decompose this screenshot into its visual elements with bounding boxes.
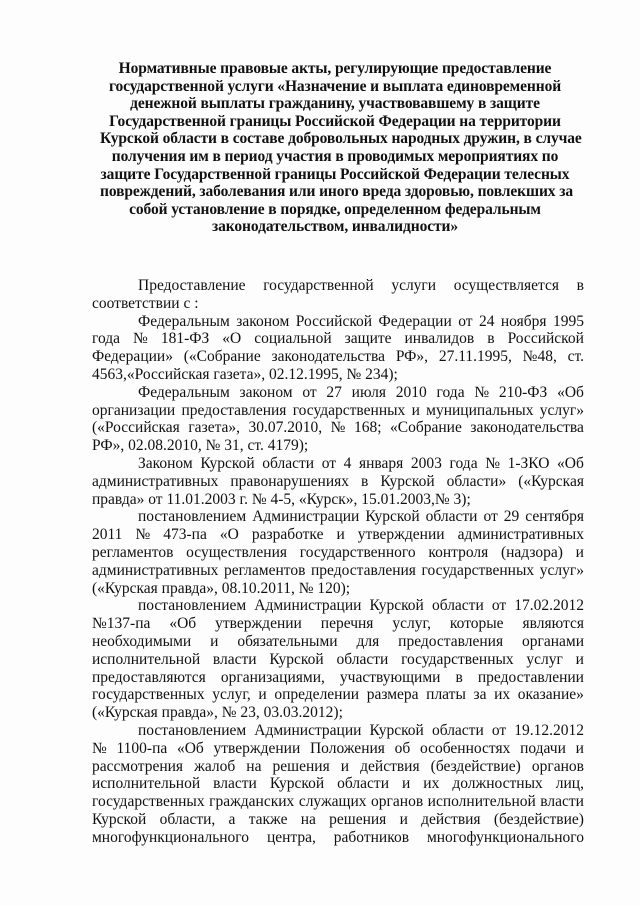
word: решения [272,757,330,775]
word: июля [351,383,387,401]
word: решения [329,810,387,828]
title-line: получения им в период участия в проводимых мероприятиях по [111,147,559,165]
word: Федерации» [92,348,173,366]
body-line [92,419,584,437]
word: контроля [428,543,489,561]
word: Курской [380,472,435,490]
body-line [92,455,584,473]
word: власти [213,775,257,793]
word: необходимыми [92,632,192,650]
word: Федерации [378,312,452,330]
word: 4 [343,454,352,472]
body-line [92,829,584,847]
word: также [248,810,288,828]
word: постановлением [138,508,247,526]
word: № [485,454,500,472]
word: «О [219,526,239,544]
word: области [431,721,484,739]
word: («Собрание [183,348,261,366]
word: многофункционального [92,828,250,846]
body-line [92,508,584,526]
word: Предоставление [138,277,246,294]
title-line: собой установление в порядке, определенном федеральным [129,200,541,218]
word: года [436,383,465,401]
title-line: Государственной границы Российской Федерации на территории [109,112,561,130]
body-line: соответствии с : [92,294,199,312]
word: в [487,330,495,348]
word: перечня [320,615,374,633]
word: и [340,757,350,775]
word: государственных [92,686,205,704]
word: муниципальных [426,401,534,419]
word: особенностях [419,739,511,757]
word: 24 [478,312,495,330]
word: области [425,508,478,526]
word: исполнительной [92,650,201,668]
word: лиц, [555,775,584,793]
word: Законом [138,454,193,472]
body-line: РФ», 02.08.2010, № 31, ст. 4179); [92,437,309,455]
word: служащих [298,793,367,811]
word: власти [540,793,584,811]
word: и [575,650,584,668]
body-line [92,651,584,669]
word: от [302,383,317,401]
word: «Об [557,383,584,401]
word: законодательства [470,419,584,437]
word: 19.12.2012 [514,721,584,739]
body-line [92,669,584,687]
word: в [455,668,463,686]
word: гражданских [209,793,295,811]
word: административных [92,472,219,490]
word: Курской [200,454,255,472]
word: 1100-па [116,739,168,757]
word: работников [333,828,410,846]
word: области [336,650,389,668]
body-line: правда» от 11.01.2003 г. № 4-5, «Курск», 15.01.2003,№ 3); [92,490,471,508]
body-line [92,740,584,758]
word: организации [92,401,176,419]
word: государственной [263,277,374,294]
word: многофункционального [426,828,584,846]
word: утверждении [215,615,302,633]
word: Российской [295,312,373,330]
word: регламентов [223,561,306,579]
word: № [474,383,490,401]
word: инвалидов [404,330,475,348]
word: утверждении [213,739,301,757]
title-line: повреждений, заболевания или иного вреда здоровью, повлекших за [100,183,573,201]
body-line [92,348,584,366]
word: их [494,686,511,704]
word: № [330,419,346,437]
word: Курской [369,721,424,739]
word: определении [274,686,360,704]
word: являются [522,615,584,633]
word: «Об [557,454,584,472]
word: и [411,401,420,419]
word: Курской [269,650,324,668]
word: «Собрание [390,419,462,437]
word: и [210,632,219,650]
body-line: («Курская правда», 08.10.2011, № 120); [92,579,351,597]
word: оказание» [517,686,584,704]
word: органов [531,757,584,775]
word: 17.02.2012 [514,597,584,615]
word: и [402,775,411,793]
word: осуществляется [453,277,559,294]
word: 30.07.2010, [248,419,323,437]
word: («Курская [518,472,584,490]
word: «Об [169,615,197,633]
body-line [92,597,584,615]
word: Федеральным [138,383,230,401]
body-line [92,562,584,580]
word: услуг» [539,401,584,419]
word: предоставления [311,561,416,579]
word: 27 [326,383,342,401]
title-line: защите Государственной границы Российской Федерации телесных [100,165,570,183]
word: от [483,508,498,526]
word: подачи [520,739,566,757]
body-line [92,313,584,331]
word: Российской [507,330,584,348]
word: исполнительной [92,775,201,793]
word: постановлением [138,721,247,739]
word: государственных [421,561,535,579]
word: 210-ФЗ [498,383,548,401]
word: государственных [292,401,406,419]
body-line [92,384,584,402]
title-line: Нормативные правовые акты, регулирующие предоставление [118,60,552,77]
word: государственных [92,793,205,811]
word: от [458,312,473,330]
body-line [92,473,584,491]
word: газета», [188,419,241,437]
word: государственного [299,543,416,561]
word: административных [457,526,584,544]
word: и [575,739,584,757]
word: и [258,686,267,704]
word: услуг [526,650,563,668]
word: об [394,739,411,757]
word: рассмотрения [92,757,184,775]
word: их [423,775,440,793]
word: регламентов [92,543,174,561]
word: №137-па [92,615,151,633]
body-line: («Курская правда», № 23, 03.03.2012); [92,704,343,722]
word: на [246,757,262,775]
word: РФ», [395,348,429,366]
word: утверждении [357,526,445,544]
word: защите [344,330,392,348]
word: Федеральным [138,312,230,330]
body-line [92,775,584,793]
word: разработке [251,526,324,544]
word: законом [236,312,290,330]
word: 2003 [410,454,442,472]
word: действия [360,757,420,775]
word: органов [371,793,424,811]
word: организациями, [220,668,325,686]
title-line: денежной выплаты гражданину, участвовавшему в защите [130,95,540,113]
word: (бездействие) [493,810,584,828]
word: № [133,330,148,348]
word: предоставления [181,401,287,419]
word: ноября [500,312,547,330]
word: области [262,454,315,472]
body-line [92,330,584,348]
word: платы [426,686,466,704]
word: размера [366,686,419,704]
word: (бездействие) [430,757,521,775]
body-line [92,544,584,562]
word: законодательства [271,348,386,366]
word: № [135,526,151,544]
word: от [321,454,337,472]
word: Курской [369,597,424,615]
word: и [336,526,345,544]
word: от [491,721,507,739]
body-line [92,402,584,420]
word: января [359,454,404,472]
word: действия [421,810,481,828]
word: Положения [309,739,385,757]
word: административных [92,561,219,579]
word: за [473,686,487,704]
title-line: законодательством, инвалидности» [211,218,459,236]
body-line [92,793,584,811]
word: услуг» [539,561,584,579]
word: области, [159,810,216,828]
word: «О [222,330,242,348]
body-line [92,526,584,544]
word: а [228,810,236,828]
body-line [92,686,584,704]
word: («Российская [92,419,180,437]
word: ст. [567,348,584,366]
word: должностных [452,775,543,793]
word: Администрации [252,508,360,526]
word: участвующими [339,668,441,686]
word: которые [449,615,504,633]
word: области [431,597,484,615]
word: исполнительной [427,793,536,811]
word: «Об [176,739,204,757]
word: предоставляются [92,668,206,686]
word: сентября [525,508,584,526]
word: государственных [401,650,514,668]
body-line [92,277,584,295]
word: жалоб [194,757,236,775]
word: для [356,632,380,650]
word: 1995 [552,312,584,330]
word: года [449,454,478,472]
word: в [576,277,584,294]
title-line: государственной услуги «Назначение и выплата единовременной [108,77,562,95]
word: от [491,597,507,615]
body-line: 4563,«Российская газета», 02.12.1995, № 234); [92,365,398,383]
word: области [337,775,389,793]
body-line [92,633,584,651]
word: и [575,543,584,561]
body-line [92,758,584,776]
word: в [361,472,369,490]
word: услуг, [212,686,251,704]
word: власти [212,650,257,668]
word: обязательными [237,632,338,650]
word: предоставления [398,632,504,650]
word: 473-па [163,526,207,544]
document-title [100,60,582,236]
word: 1-ЗКО [507,454,550,472]
word: Администрации [254,721,362,739]
title-line: Курской области в составе добровольных народных дружин, в случае [100,130,582,148]
word: года [92,330,121,348]
word: предоставлении [477,668,584,686]
word: № [92,739,107,757]
word: услуги [391,277,437,294]
body-line [92,811,584,829]
word: 29 [503,508,520,526]
word: и [399,810,408,828]
document-body [92,277,584,847]
word: области» [446,472,507,490]
word: органами [521,632,584,650]
word: 2010 [395,383,427,401]
word: на [300,810,316,828]
word: услуг, [392,615,431,633]
word: 27.11.1995, [438,348,512,366]
word: (надзора) [500,543,563,561]
word: осуществления [186,543,288,561]
word: 2011 [92,526,123,544]
word: центра, [266,828,316,846]
word: правонарушениях [230,472,350,490]
word: законом [239,383,293,401]
word: постановлением [138,597,247,615]
word: 168; [353,419,382,437]
word: Курской [365,508,420,526]
word: №48, [522,348,557,366]
word: 181-ФЗ [160,330,210,348]
word: Курской [269,775,325,793]
word: социальной [254,330,332,348]
body-line [92,615,584,633]
word: Курской [92,810,147,828]
body-line [92,722,584,740]
word: Администрации [254,597,362,615]
